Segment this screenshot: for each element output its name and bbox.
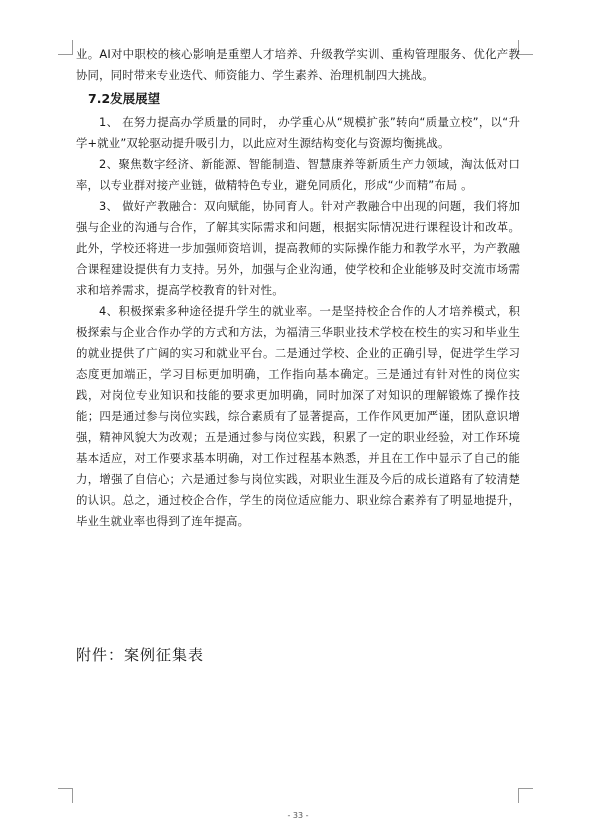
outlook-item-1: 1、 在努力提高办学质量的同时， 办学重心从“规模扩张”转向“质量立校”，以“升学+就业”双轮驱动提升吸引力，以此应对生源结构变化与资源均衡挑战。 — [76, 115, 520, 150]
outlook-item-4: 4、积极探索多种途径提升学生的就业率。一是坚持校企合作的人才培养模式，积极探索与企业合作办学的方式和方法，为福清三华职业技术学校在校生的实习和毕业生的就业提供了广阔的实习和就业平台。二是通过学校、企业的正确引导，促进学生学习态度更加端正，学习目标更加明确，工作指向基本确定。三是通过有针对性的岗位实践，对岗位专业知识和技能的要求更加明确，同时加深了对知识的理解锻炼了操作技能；四是通过参与岗位实践，综合素质有了显著提高，工作作风更加严谨，团队意识增强，精神风貌大为改观；五是通过参与岗位实践，积累了一定的职业经验，对工作环境基本适应，对工作要求基本明确，对工作过程基本熟悉，并且在工作中显示了自己的能力，增强了自信心；六是通过参与岗位实践，对职业生涯及今后的成长道路有了较清楚的认识。总之，通过校企合作，学生的岗位适应能力、职业综合素养有了明显地提升，毕业生就业率也得到了连年提高。 — [76, 304, 520, 528]
crop-mark-top-right — [518, 40, 533, 55]
document-body — [76, 44, 520, 532]
outlook-item-3: 3、 做好产教融合：双向赋能，协同育人。针对产教融合中出现的问题，我们将加强与企业的沟通与合作，了解其实际需求和问题，根据实际情况进行课程设计和改革。此外，学校还将进一步加强师资培训，提高教师的实际操作能力和教学水平，为产教融合课程建设提供有力支持。另外，加强与企业沟通，使学校和企业能够及时交流市场需求和培养需求，提高学校教育的针对性。 — [76, 199, 520, 297]
attachment-title: 附件：案例征集表 — [76, 646, 205, 664]
section-heading: 7.2发展展望 — [88, 91, 161, 106]
page-number: - 33 - — [287, 811, 309, 820]
outlook-item-2: 2、聚焦数字经济、新能源、智能制造、智慧康养等新质生产力领域，淘汰低对口率，以专业群对接产业链，做精特色专业，避免同质化，形成“少而精”布局 。 — [76, 157, 520, 192]
crop-mark-bottom-right — [518, 788, 533, 803]
crop-mark-bottom-left — [58, 788, 73, 803]
continued-paragraph: 业。AI对中职校的核心影响是重塑人才培养、升级教学实训、重构管理服务、优化产教协同，同时带来专业迭代、师资能力、学生素养、治理机制四大挑战。 — [76, 47, 520, 82]
crop-mark-top-left — [58, 40, 73, 55]
